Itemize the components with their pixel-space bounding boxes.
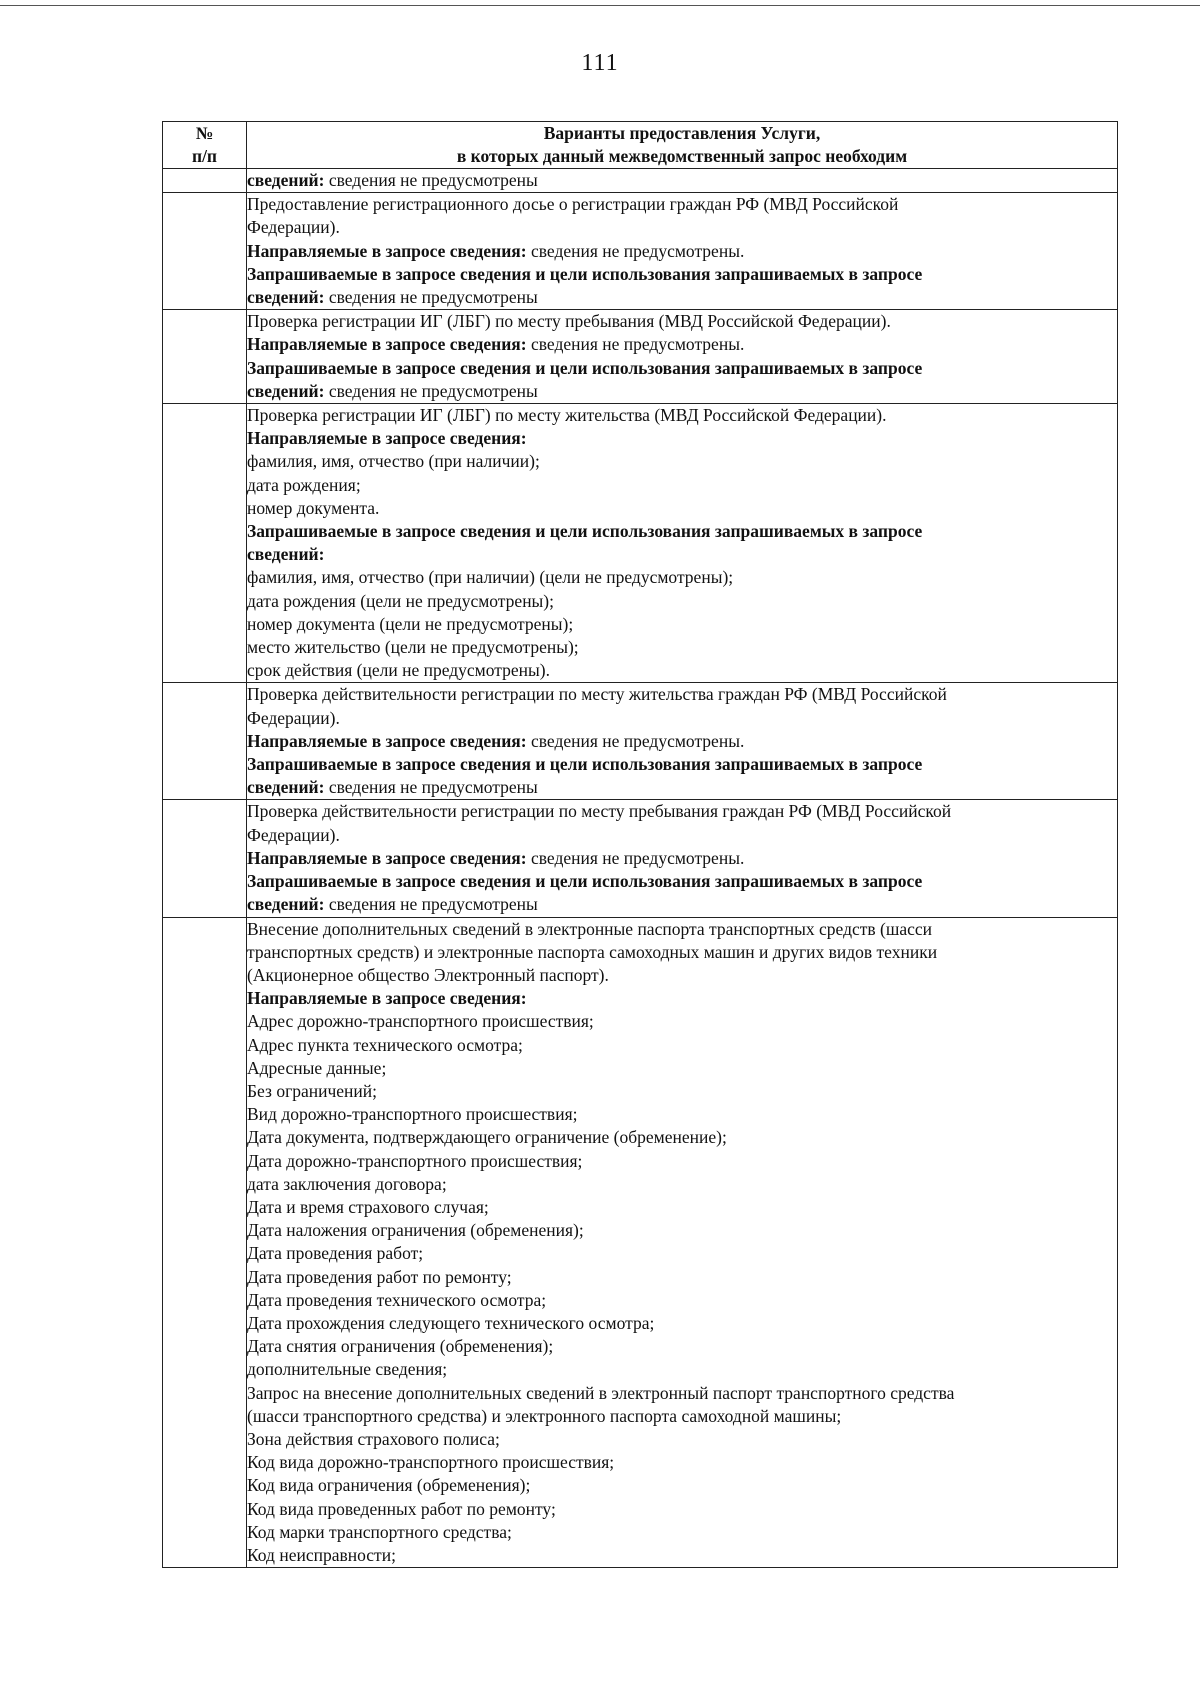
text-line [247, 193, 1117, 216]
line-text: сведения не предусмотрены. [526, 847, 745, 868]
line-text: Код вида дорожно-транспортного происшествия; [247, 1452, 615, 1473]
line-text: Дата проведения работ; [247, 1243, 424, 1264]
bold-label: Направляемые в запросе сведения: [247, 988, 527, 1009]
line-text: номер документа (цели не предусмотрены); [247, 613, 574, 634]
line-text: Дата проведения технического осмотра; [247, 1289, 547, 1310]
line-text: сведения не предусмотрены. [526, 240, 745, 261]
text-line [247, 1010, 1117, 1033]
text-line [247, 1266, 1117, 1289]
table-row [163, 800, 1118, 917]
table-row [163, 917, 1118, 1568]
line-text: Дата и время страхового случая; [247, 1196, 489, 1217]
bold-label: Направляемые в запросе сведения: [247, 334, 527, 355]
text-line [247, 1312, 1117, 1335]
row-variant-cell [247, 310, 1118, 404]
text-line [247, 776, 1117, 799]
table-row [163, 310, 1118, 404]
row-variant-cell [247, 193, 1118, 310]
bold-label: Направляемые в запросе сведения: [247, 240, 527, 261]
text-line [247, 730, 1117, 753]
text-line [247, 636, 1117, 659]
row-number-cell [163, 310, 247, 404]
text-line [247, 333, 1117, 356]
text-line [247, 1335, 1117, 1358]
line-text: срок действия (цели не предусмотрены). [247, 660, 550, 681]
table-header-row [163, 122, 1118, 169]
bold-label: Запрашиваемые в запросе сведения и цели использования запрашиваемых в запросе [247, 263, 923, 284]
text-line [247, 1080, 1117, 1103]
table-row [163, 683, 1118, 800]
text-line [247, 263, 1117, 286]
row-number-cell [163, 800, 247, 917]
text-line [247, 1196, 1117, 1219]
line-text: номер документа. [247, 497, 380, 518]
text-line [247, 1428, 1117, 1451]
text-line [247, 1173, 1117, 1196]
line-text: Проверка регистрации ИГ (ЛБГ) по месту жительства (МВД Российской Федерации). [247, 405, 887, 426]
table-row [163, 193, 1118, 310]
line-text: Без ограничений; [247, 1080, 378, 1101]
line-text: Проверка действительности регистрации по месту пребывания граждан РФ (МВД Российской [247, 801, 952, 822]
line-text: Код марки транспортного средства; [247, 1521, 512, 1542]
text-line [247, 1521, 1117, 1544]
row-variant-cell [247, 169, 1118, 193]
line-text: Код неисправности; [247, 1544, 396, 1565]
table-row [163, 169, 1118, 193]
bold-label: сведений: [247, 287, 325, 308]
bold-label: Направляемые в запросе сведения: [247, 730, 527, 751]
line-text: дополнительные сведения; [247, 1359, 448, 1380]
line-text: фамилия, имя, отчество (при наличии); [247, 451, 540, 472]
text-line [247, 1474, 1117, 1497]
text-line [247, 1289, 1117, 1312]
text-line [247, 286, 1117, 309]
text-line [247, 847, 1117, 870]
line-text: сведения не предусмотрены [324, 287, 538, 308]
text-line [247, 590, 1117, 613]
text-line [247, 1103, 1117, 1126]
line-text: Адресные данные; [247, 1057, 387, 1078]
bold-label: Запрашиваемые в запросе сведения и цели использования запрашиваемых в запросе [247, 871, 923, 892]
line-text: Дата дорожно-транспортного происшествия; [247, 1150, 583, 1171]
text-line [247, 1242, 1117, 1265]
bold-label: Запрашиваемые в запросе сведения и цели использования запрашиваемых в запросе [247, 357, 923, 378]
text-line [247, 941, 1117, 964]
text-line [247, 169, 1117, 192]
line-text: Адрес пункта технического осмотра; [247, 1034, 523, 1055]
text-line [247, 1358, 1117, 1381]
text-line [247, 427, 1117, 450]
header-variants-subtitle: в которых данный межведомственный запрос необходим [456, 146, 908, 166]
text-line [247, 404, 1117, 427]
line-text: место жительство (цели не предусмотрены); [247, 637, 579, 658]
text-line [247, 1219, 1117, 1242]
line-text: Дата проведения работ по ремонту; [247, 1266, 512, 1287]
text-line [247, 380, 1117, 403]
line-text: Федерации). [247, 217, 340, 238]
text-line [247, 659, 1117, 682]
line-text: (шасси транспортного средства) и электронного паспорта самоходной машины; [247, 1405, 842, 1426]
text-line [247, 707, 1117, 730]
line-text: Зона действия страхового полиса; [247, 1428, 500, 1449]
row-number-cell [163, 169, 247, 193]
line-text: сведения не предусмотрены. [526, 334, 745, 355]
text-line [247, 1405, 1117, 1428]
text-line [247, 893, 1117, 916]
text-line [247, 450, 1117, 473]
text-line [247, 357, 1117, 380]
line-text: Код вида ограничения (обременения); [247, 1475, 531, 1496]
line-text: сведения не предусмотрены [324, 777, 538, 798]
line-text: Запрос на внесение дополнительных сведений в электронный паспорт транспортного средства [247, 1382, 955, 1403]
line-text: Вид дорожно-транспортного происшествия; [247, 1104, 578, 1125]
row-number-cell [163, 683, 247, 800]
text-line [247, 310, 1117, 333]
line-text: Дата снятия ограничения (обременения); [247, 1336, 554, 1357]
row-variant-cell [247, 800, 1118, 917]
text-line [247, 870, 1117, 893]
text-line [247, 613, 1117, 636]
text-line [247, 1126, 1117, 1149]
text-line [247, 1057, 1117, 1080]
text-line [247, 474, 1117, 497]
line-text: Проверка регистрации ИГ (ЛБГ) по месту пребывания (МВД Российской Федерации). [247, 311, 891, 332]
text-line [247, 497, 1117, 520]
header-number-sign: № [195, 123, 214, 143]
bold-label: Направляемые в запросе сведения: [247, 428, 527, 449]
line-text: Федерации). [247, 824, 340, 845]
line-text: сведения не предусмотрены [324, 894, 538, 915]
text-line [247, 1034, 1117, 1057]
text-line [247, 240, 1117, 263]
line-text: сведения не предусмотрены [324, 170, 538, 190]
page-number: 111 [581, 50, 619, 76]
line-text: Проверка действительности регистрации по месту жительства граждан РФ (МВД Российской [247, 684, 947, 705]
line-text: сведения не предусмотрены [324, 380, 538, 401]
line-text: Внесение дополнительных сведений в электронные паспорта транспортных средств (шасси [247, 918, 933, 939]
bold-label: сведений: [247, 777, 325, 798]
line-text: Предоставление регистрационного досье о регистрации граждан РФ (МВД Российской [247, 194, 899, 215]
line-text: дата заключения договора; [247, 1173, 447, 1194]
bold-label: сведений: [247, 170, 325, 190]
row-number-cell [163, 193, 247, 310]
text-line [247, 520, 1117, 543]
line-text: Код вида проведенных работ по ремонту; [247, 1498, 556, 1519]
text-line [247, 216, 1117, 239]
text-line [247, 1451, 1117, 1474]
line-text: (Акционерное общество Электронный паспорт). [247, 964, 609, 985]
top-rule [0, 5, 1200, 6]
text-line [247, 964, 1117, 987]
header-variants-title: Варианты предоставления Услуги, [543, 123, 821, 143]
line-text: дата рождения; [247, 474, 361, 495]
text-line [247, 987, 1117, 1010]
text-line [247, 1150, 1117, 1173]
line-text: Дата наложения ограничения (обременения); [247, 1220, 584, 1241]
row-number-cell [163, 404, 247, 683]
line-text: Адрес дорожно-транспортного происшествия; [247, 1011, 594, 1032]
bold-label: Запрашиваемые в запросе сведения и цели использования запрашиваемых в запросе [247, 754, 923, 775]
text-line [247, 683, 1117, 706]
line-text: Дата прохождения следующего технического осмотра; [247, 1312, 655, 1333]
text-line [247, 918, 1117, 941]
line-text: сведения не предусмотрены. [526, 730, 745, 751]
text-line [247, 543, 1117, 566]
bold-label: сведений: [247, 380, 325, 401]
header-variants-column [247, 122, 1118, 169]
bold-label: Направляемые в запросе сведения: [247, 847, 527, 868]
line-text: транспортных средств) и электронные паспорта самоходных машин и других видов техники [247, 941, 938, 962]
line-text: дата рождения (цели не предусмотрены); [247, 590, 555, 611]
header-number-column [163, 122, 247, 169]
row-variant-cell [247, 917, 1118, 1568]
row-variant-cell [247, 404, 1118, 683]
text-line [247, 566, 1117, 589]
bold-label: Запрашиваемые в запросе сведения и цели использования запрашиваемых в запросе [247, 521, 923, 542]
row-variant-cell [247, 683, 1118, 800]
table-body [163, 169, 1118, 1568]
header-number-abbrev: п/п [191, 146, 218, 166]
row-number-cell [163, 917, 247, 1568]
text-line [247, 1544, 1117, 1567]
bold-label: сведений: [247, 544, 325, 565]
bold-label: сведений: [247, 894, 325, 915]
text-line [247, 1382, 1117, 1405]
line-text: Федерации). [247, 707, 340, 728]
line-text: фамилия, имя, отчество (при наличии) (цели не предусмотрены); [247, 567, 734, 588]
text-line [247, 753, 1117, 776]
services-table [162, 121, 1118, 1568]
text-line [247, 824, 1117, 847]
table-row [163, 404, 1118, 683]
line-text: Дата документа, подтверждающего ограничение (обременение); [247, 1127, 727, 1148]
text-line [247, 1498, 1117, 1521]
text-line [247, 800, 1117, 823]
